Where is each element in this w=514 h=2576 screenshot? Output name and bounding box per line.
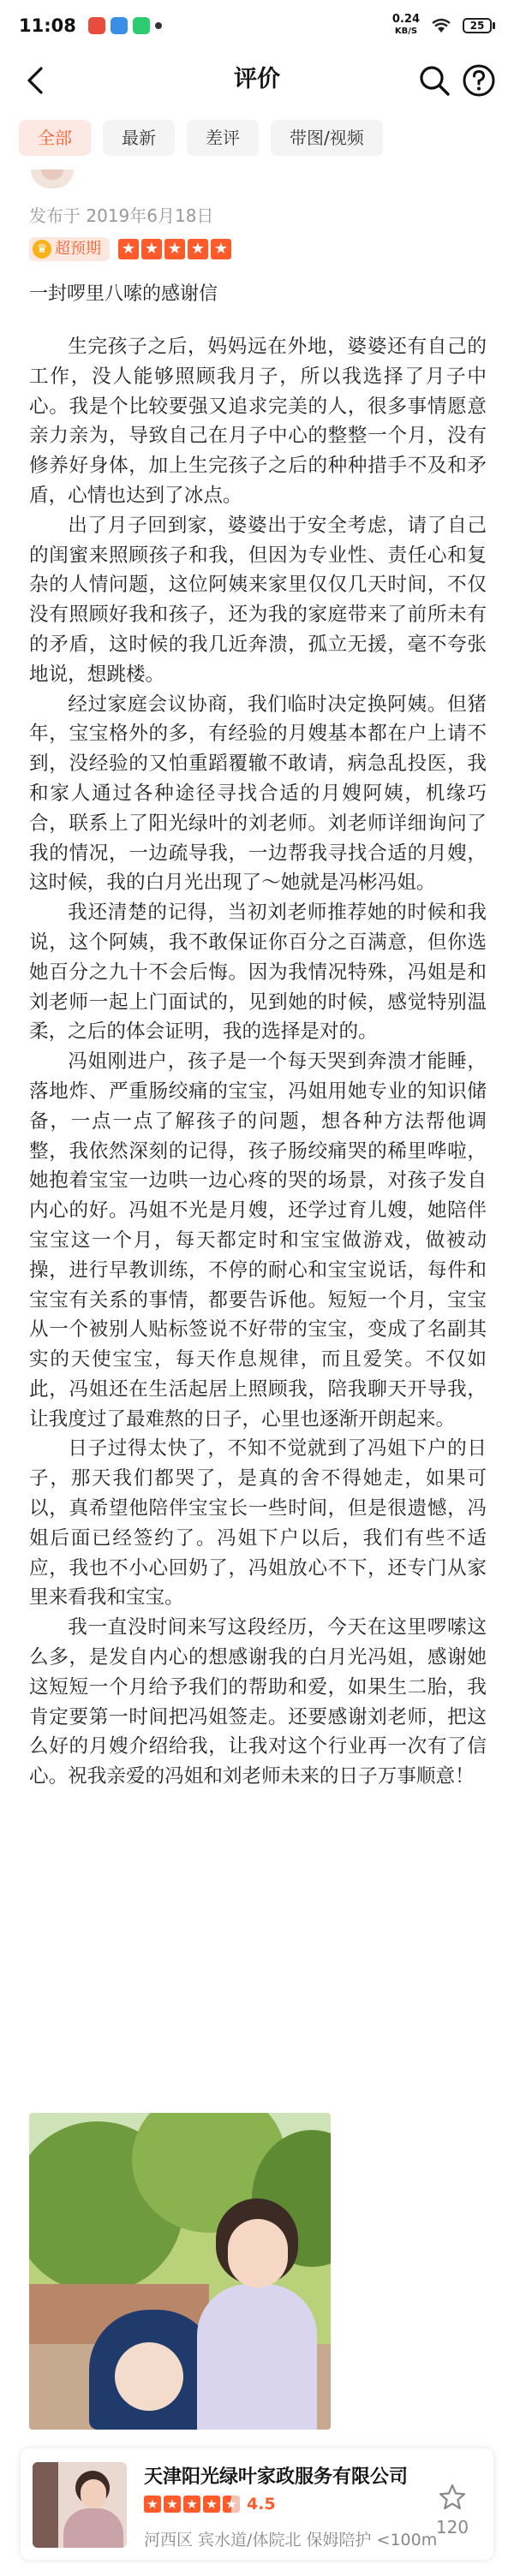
star-icon: ★: [164, 239, 185, 259]
review-paragraph: 经过家庭会议协商，我们临时决定换阿姨。但猪年，宝宝格外的多，有经验的月嫂基本都在户上请不到，没经验的又怕重蹈覆辙不敢请，病急乱投医，我和家人通过各种途径寻找合适的月嫂阿姨，机缘巧合，联系上了阳光绿叶的刘老师。刘老师详细询问了我的情况，一边疏导我，一边帮我寻找合适的月嫂，这时候，我的白月光出现了～她就是冯彬冯姐。: [29, 693, 487, 895]
back-icon[interactable]: [19, 63, 53, 98]
status-time: 11:08: [19, 15, 76, 36]
net-speed-value: 0.24: [391, 13, 420, 26]
status-right: [392, 0, 495, 51]
app-notification-icon: [88, 17, 105, 34]
star-outline-icon: [438, 2483, 467, 2512]
review-paragraph: 出了月子回到家，婆婆出于安全考虑，请了自己的闺蜜来照顾孩子和我，但因为专业性、责任心和复杂的人情问题，这位阿姨来家里仅仅几天时间，不仅没有照顾好我和孩子，还为我的家庭带来了前所未有的矛盾，这时候的我几近奔溃，孤立无援，毫不夸张地说，想跳楼。: [29, 514, 487, 686]
wifi-icon: [430, 17, 452, 34]
search-icon[interactable]: [416, 62, 452, 98]
tab-negative[interactable]: 差评: [187, 120, 259, 156]
top-nav: [0, 51, 514, 108]
shop-location: 河西区 宾水道/体院北 保姆陪护 <100m: [144, 2531, 438, 2549]
help-icon[interactable]: [461, 62, 497, 98]
filter-tabs: [19, 120, 383, 156]
review-photo[interactable]: [29, 2113, 331, 2430]
page-title: 评价: [234, 66, 280, 92]
star-icon: ★: [118, 239, 139, 259]
status-bar: [0, 0, 514, 51]
app-notification-icon: [111, 17, 128, 34]
review-body: [29, 332, 487, 1792]
shop-stars: [144, 2496, 240, 2513]
net-speed-unit: KB/S: [394, 27, 418, 36]
star-icon: ★: [144, 2496, 161, 2513]
shop-score: 4.5: [247, 2495, 276, 2514]
shop-card[interactable]: [21, 2448, 493, 2560]
review-title: 一封啰里八嗦的感谢信: [29, 283, 218, 305]
star-icon: ★: [183, 2496, 200, 2513]
crown-icon: ♛: [33, 240, 51, 259]
review-paragraph: 我一直没时间来写这段经历，今天在这里啰嗦这么多，是发自内心的想感谢我的白月光冯姐，感谢她这短短一个月给予我们的帮助和爱，如果生二胎，我肯定要第一时间把冯姐签走。还要感谢刘老师，把这么好的月嫂介绍给我，让我对这个行业再一次有了信心。祝我亲爱的冯姐和刘老师未来的日子万事顺意！: [29, 1616, 487, 1788]
exceeds-expectation-badge: [29, 237, 110, 261]
review-paragraph: 日子过得太快了，不知不觉就到了冯姐下户的日子，那天我们都哭了，是真的舍不得她走，如果可以，真希望他陪伴宝宝长一些时间，但是很遗憾，冯姐后面已经签约了。冯姐下户以后，我们有些不适应，我也不小心回奶了，冯姐放心不下，还专门从家里来看我和宝宝。: [29, 1437, 487, 1609]
tab-with-media[interactable]: 带图/视频: [271, 120, 383, 156]
battery-icon: [463, 18, 495, 33]
shop-name: 天津阳光绿叶家政服务有限公司: [144, 2466, 409, 2488]
avatar[interactable]: [31, 170, 74, 188]
favorite-button[interactable]: [425, 2483, 480, 2537]
rating-row: [29, 235, 231, 264]
tab-latest[interactable]: 最新: [103, 120, 175, 156]
half-star-icon: ★: [223, 2496, 240, 2513]
battery-level: 25: [463, 18, 492, 33]
shop-thumbnail: [33, 2462, 127, 2548]
favorite-count: 120: [435, 2517, 469, 2537]
review-paragraph: 生完孩子之后，妈妈远在外地，婆婆还有自己的工作，没人能够照顾我月子，所以我选择了月子中心。我是个比较要强又追求完美的人，很多事情愿意亲力亲为，导致自己在月子中心的整整一个月，没有修养好身体，加上生完孩子之后的种种措手不及和矛盾，心情也达到了冰点。: [29, 336, 487, 507]
app-notification-icon: [133, 17, 150, 34]
review-paragraph: 冯姐刚进户，孩子是一个每天哭到奔溃才能睡，落地炸、严重肠绞痛的宝宝，冯姐用她专业的知识储备，一点一点了解孩子的问题，想各种方法帮他调整，我依然深刻的记得，孩子肠绞痛哭的稀里哗啦，她抱着宝宝一边哄一边心疼的哭的场景，对孩子发自内心的好。冯姐不光是月嫂，还学过育儿嫂，她陪伴宝宝这一个月，每天都定时和宝宝做游戏，做被动操，进行早教训练，不停的耐心和宝宝说话，每件和宝宝有关系的事情，都要告诉他。短短一个月，宝宝从一个被别人贴标签说不好带的宝宝，变成了名副其实的天使宝宝，每天作息规律，而且爱笑。不仅如此，冯姐还在生活起居上照顾我，陪我聊天开导我，让我度过了最难熬的日子，心里也逐渐开朗起来。: [29, 1050, 487, 1431]
post-date: 发布于 2019年6月18日: [29, 205, 214, 226]
net-speed: [392, 14, 420, 38]
star-icon: ★: [188, 239, 208, 259]
star-rating: [118, 239, 231, 259]
star-icon: ★: [141, 239, 162, 259]
star-icon: ★: [203, 2496, 220, 2513]
tab-all[interactable]: 全部: [19, 120, 91, 156]
notification-icons: [88, 17, 162, 34]
star-icon: ★: [211, 239, 231, 259]
star-icon: ★: [164, 2496, 181, 2513]
badge-label: 超预期: [55, 240, 101, 258]
dot-icon: [155, 22, 162, 29]
shop-rating: [144, 2495, 276, 2514]
review-paragraph: 我还清楚的记得，当初刘老师推荐她的时候和我说，这个阿姨，我不敢保证你百分之百满意，但你选她百分之九十不会后悔。因为我情况特殊，冯姐是和刘老师一起上门面试的，见到她的时候，感觉特别温柔，之后的体会证明，我的选择是对的。: [29, 901, 487, 1044]
